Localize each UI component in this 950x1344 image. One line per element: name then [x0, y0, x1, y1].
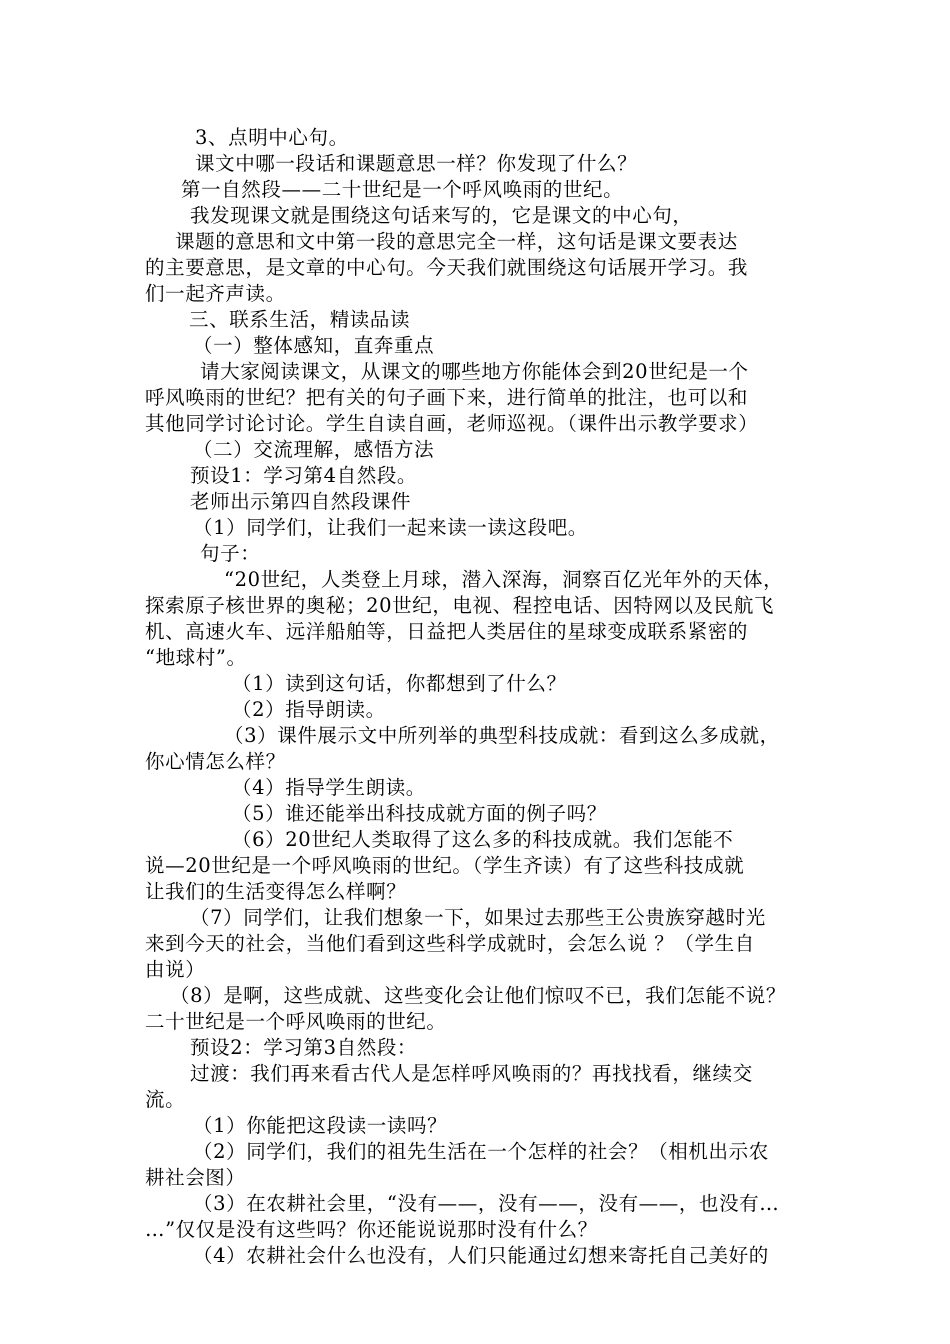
text-line: 我发现课文就是围绕这句话来写的，它是课文的中心句， [190, 204, 693, 227]
text-line: 课题的意思和文中第一段的意思完全一样，这句话是课文要表达 [175, 230, 738, 253]
text-line: （6）20世纪人类取得了这么多的科技成就。我们怎能不 [232, 828, 734, 851]
text-line: （5）谁还能举出科技成就方面的例子吗？ [232, 802, 607, 825]
text-line: 让我们的生活变得怎么样啊？ [145, 880, 407, 903]
text-line: 请大家阅读课文，从课文的哪些地方你能体会到20世纪是一个 [200, 360, 749, 383]
text-line: 第一自然段——二十世纪是一个呼风唤雨的世纪。 [181, 178, 624, 201]
text-line: （3）课件展示文中所列举的典型科技成就：看到这么多成就， [224, 724, 780, 747]
text-line: （2）指导朗读。 [232, 698, 386, 721]
text-line: 三、联系生活，精读品读 [189, 308, 411, 331]
text-line: （1）同学们，让我们一起来读一读这段吧。 [193, 516, 588, 539]
text-line: 耕社会图） [145, 1166, 246, 1189]
text-line: 老师出示第四自然段课件 [190, 490, 412, 513]
text-line: “地球村”。 [145, 646, 247, 669]
text-line: 课文中哪一段话和课题意思一样？你发现了什么？ [195, 152, 638, 175]
text-line: …”仅仅是没有这些吗？你还能说说那时没有什么？ [145, 1218, 598, 1241]
text-line: （3）在农耕社会里，“没有——，没有——，没有——，也没有… [193, 1192, 780, 1215]
text-line: 机、高速火车、远洋船舶等，日益把人类居住的星球变成联系紧密的 [145, 620, 749, 643]
text-line: （4）指导学生朗读。 [232, 776, 426, 799]
text-line: （2）同学们，我们的祖先生活在一个怎样的社会？（相机出示农 [193, 1140, 769, 1163]
text-line: （二）交流理解，感悟方法 [193, 438, 435, 461]
text-line: （8）是啊，这些成就、这些变化会让他们惊叹不已，我们怎能不说？ [170, 984, 787, 1007]
text-line: （1）读到这句话，你都想到了什么？ [232, 672, 567, 695]
text-line: 来到今天的社会，当他们看到这些科学成就时，会怎么说 ？（学生自 [145, 932, 755, 955]
text-line: 过渡：我们再来看古代人是怎样呼风唤雨的？再找找看，继续交 [190, 1062, 753, 1085]
text-line: 其他同学讨论讨论。学生自读自画，老师巡视。（课件出示教学要求） [145, 412, 759, 435]
text-line: 句子： [200, 542, 261, 565]
text-line: 预设2：学习第3自然段： [190, 1036, 418, 1059]
text-line: 的主要意思，是文章的中心句。今天我们就围绕这句话展开学习。我 [145, 256, 749, 279]
text-line: 探索原子核世界的奥秘；20世纪，电视、程控电话、因特网以及民航飞 [145, 594, 775, 617]
text-line: 3、点明中心句。 [195, 126, 349, 149]
text-line: 们一起齐声读。 [145, 282, 286, 305]
text-line: “20世纪，人类登上月球，潜入深海，洞察百亿光年外的天体， [224, 568, 784, 591]
text-line: 你心情怎么样？ [145, 750, 286, 773]
text-line: 流。 [145, 1088, 186, 1111]
text-line: （1）你能把这段读一读吗？ [193, 1114, 448, 1137]
text-line: 呼风唤雨的世纪？把有关的句子画下来，进行简单的批注，也可以和 [145, 386, 749, 409]
text-line: （7）同学们，让我们想象一下，如果过去那些王公贵族穿越时光 [190, 906, 766, 929]
text-line: 预设1：学习第4自然段。 [190, 464, 418, 487]
text-line: 二十世纪是一个呼风唤雨的世纪。 [145, 1010, 447, 1033]
text-line: 由说） [145, 958, 206, 981]
text-line: （一）整体感知，直奔重点 [193, 334, 435, 357]
text-line: 说—20世纪是一个呼风唤雨的世纪。（学生齐读）有了这些科技成就 [145, 854, 745, 877]
text-line: （4）农耕社会什么也没有，人们只能通过幻想来寄托自己美好的 [193, 1244, 769, 1267]
